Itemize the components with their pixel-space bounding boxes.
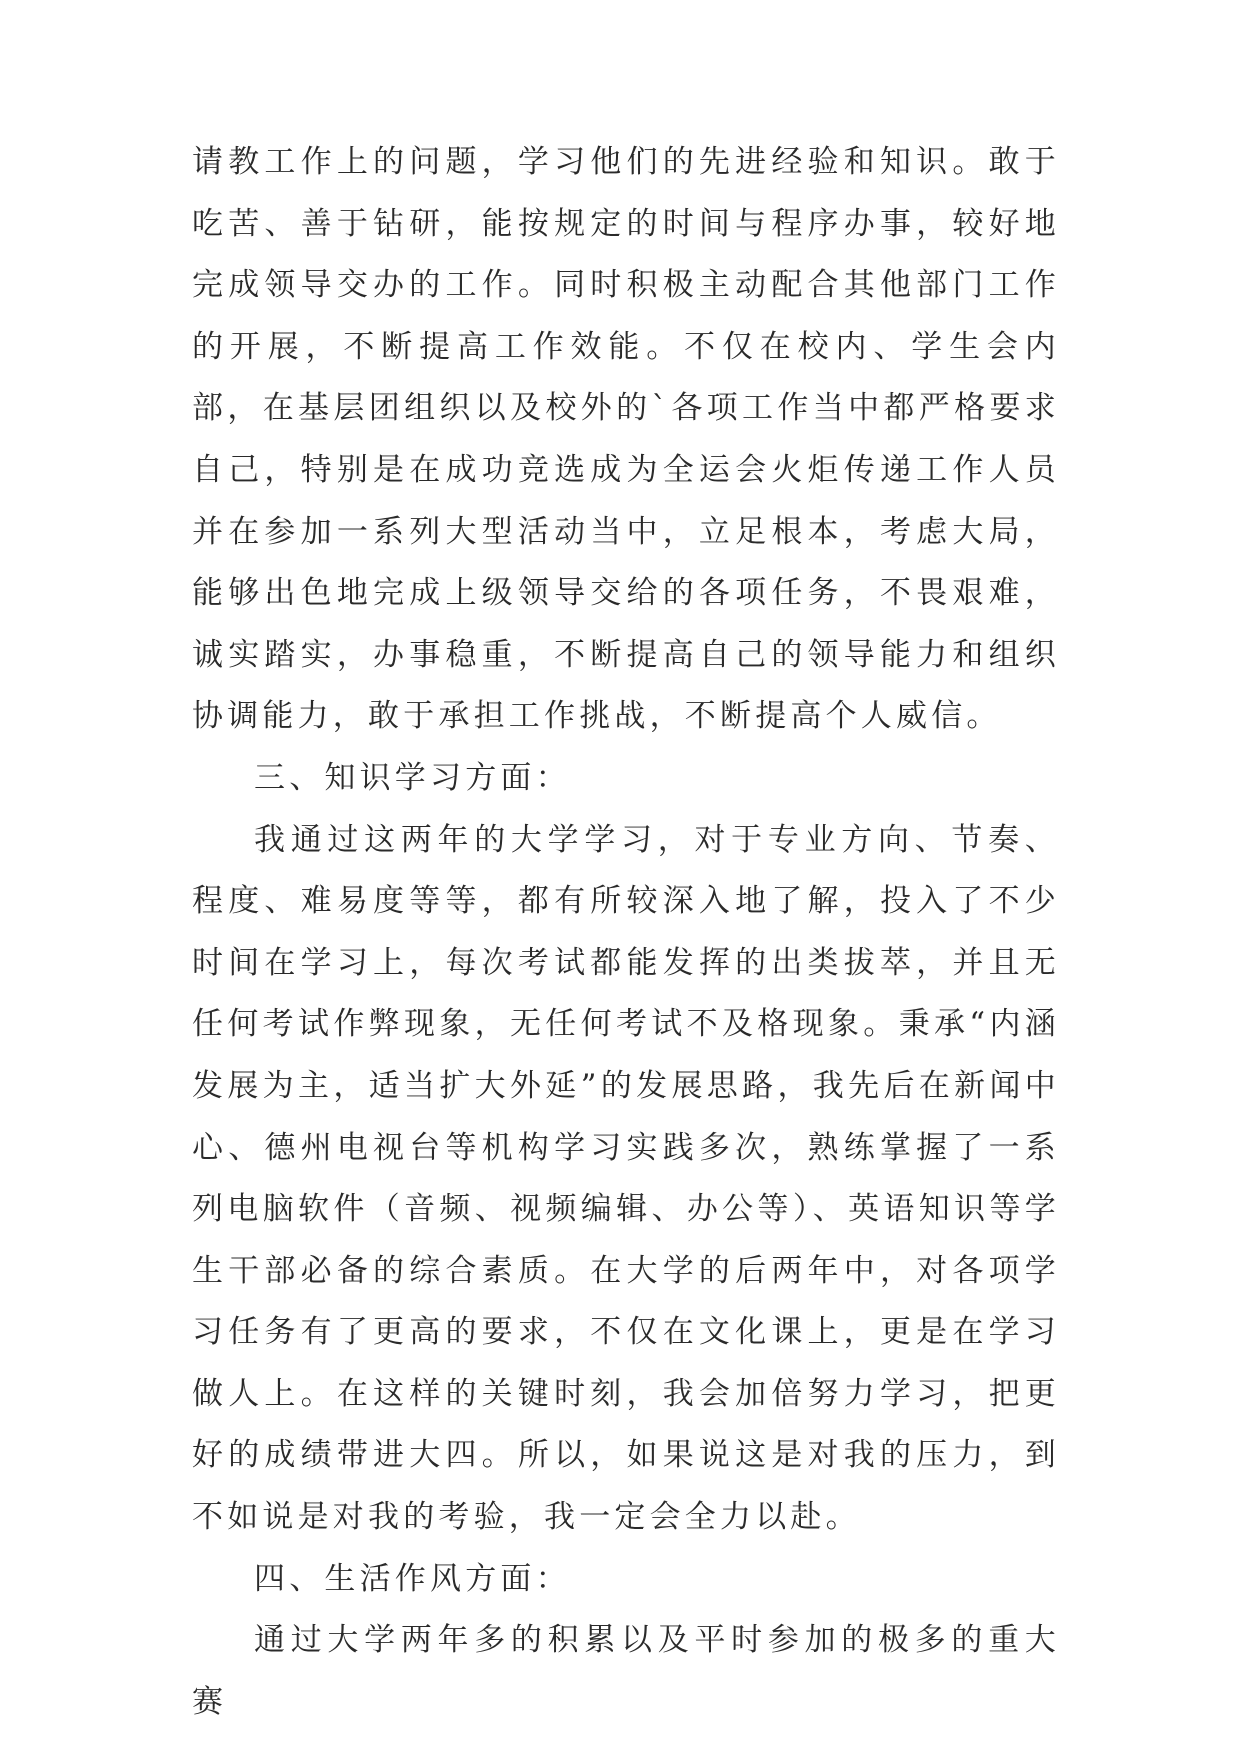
- paragraph-work-attitude: 请教工作上的问题，学习他们的先进经验和知识。敢于吃苦、善于钻研，能按规定的时间与程序办事，较好地完成领导交办的工作。同时积极主动配合其他部门工作的开展，不断提高工作效能。不仅在校内、学生会内部，在基层团组织以及校外的`各项工作当中都严格要求自己，特别是在成功竞选成为全运会火炬传递工作人员并在参加一系列大型活动当中，立足根本，考虑大局，能够出色地完成上级领导交给的各项任务，不畏艰难，诚实踏实，办事稳重，不断提高自己的领导能力和组织协调能力，敢于承担工作挑战，不断提高个人威信。: [192, 144, 1060, 735]
- paragraph-life-style: 通过大学两年多的积累以及平时参加的极多的重大赛: [192, 1622, 1060, 1720]
- paragraph-knowledge-learning: 我通过这两年的大学学习，对于专业方向、节奏、程度、难易度等等，都有所较深入地了解，投入了不少时间在学习上，每次考试都能发挥的出类拔萃，并且无任何考试作弊现象，无任何考试不及格现象。秉承“内涵发展为主，适当扩大外延”的发展思路，我先后在新闻中心、德州电视台等机构学习实践多次，熟练掌握了一系列电脑软件（音频、视频编辑、办公等）、英语知识等学生干部必备的综合素质。在大学的后两年中，对各项学习任务有了更高的要求，不仅在文化课上，更是在学习做人上。在这样的关键时刻，我会加倍努力学习，把更好的成绩带进大四。所以，如果说这是对我的压力，到不如说是对我的考验，我一定会全力以赴。: [192, 821, 1060, 1536]
- heading-knowledge-learning: 三、知识学习方面：: [254, 759, 571, 796]
- document-body: [192, 132, 1060, 1733]
- heading-life-style: 四、生活作风方面：: [254, 1560, 571, 1597]
